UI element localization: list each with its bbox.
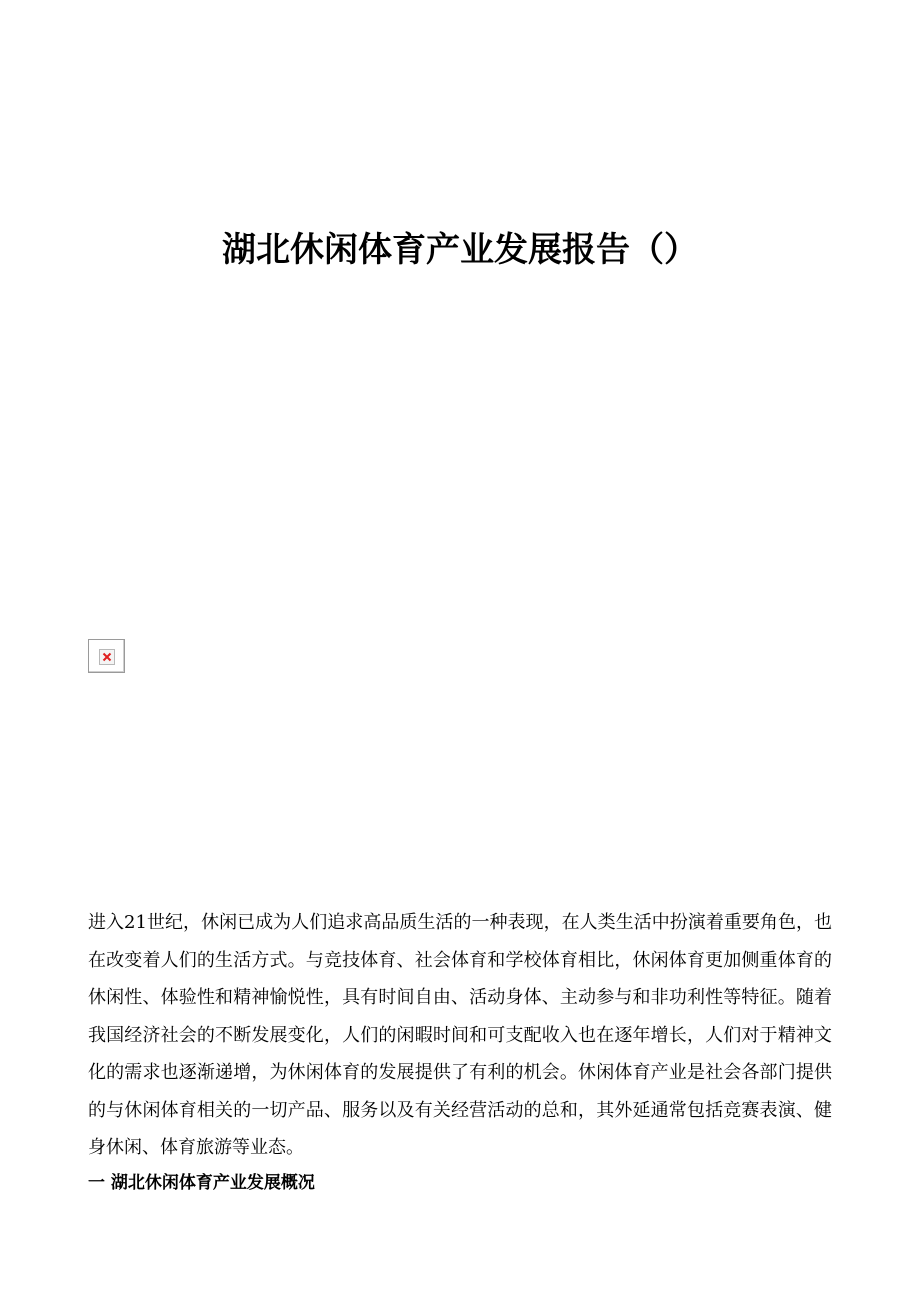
document-title: 湖北休闲体育产业发展报告（） (222, 230, 698, 270)
section-heading: 一 湖北休闲体育产业发展概况 (88, 1173, 315, 1193)
red-x-icon (102, 652, 112, 662)
intro-paragraph: 进入21世纪，休闲已成为人们追求高品质生活的一种表现，在人类生活中扮演着重要角色，也在改变着人们的生活方式。与竞技体育、社会体育和学校体育相比，休闲体育更加侧重体育的休闲性、体验性和精神愉悦性，具有时间自由、活动身体、主动参与和非功利性等特征。随着我国经济社会的不断发展变化，人们的闲暇时间和可支配收入也在逐年增长，人们对于精神文化的需求也逐渐递增，为休闲体育的发展提供了有利的机会。休闲体育产业是社会各部门提供的与休闲体育相关的一切产品、服务以及有关经营活动的总和，其外延通常包括竞赛表演、健身休闲、体育旅游等业态。 (88, 912, 832, 1158)
broken-image-icon (88, 639, 125, 673)
